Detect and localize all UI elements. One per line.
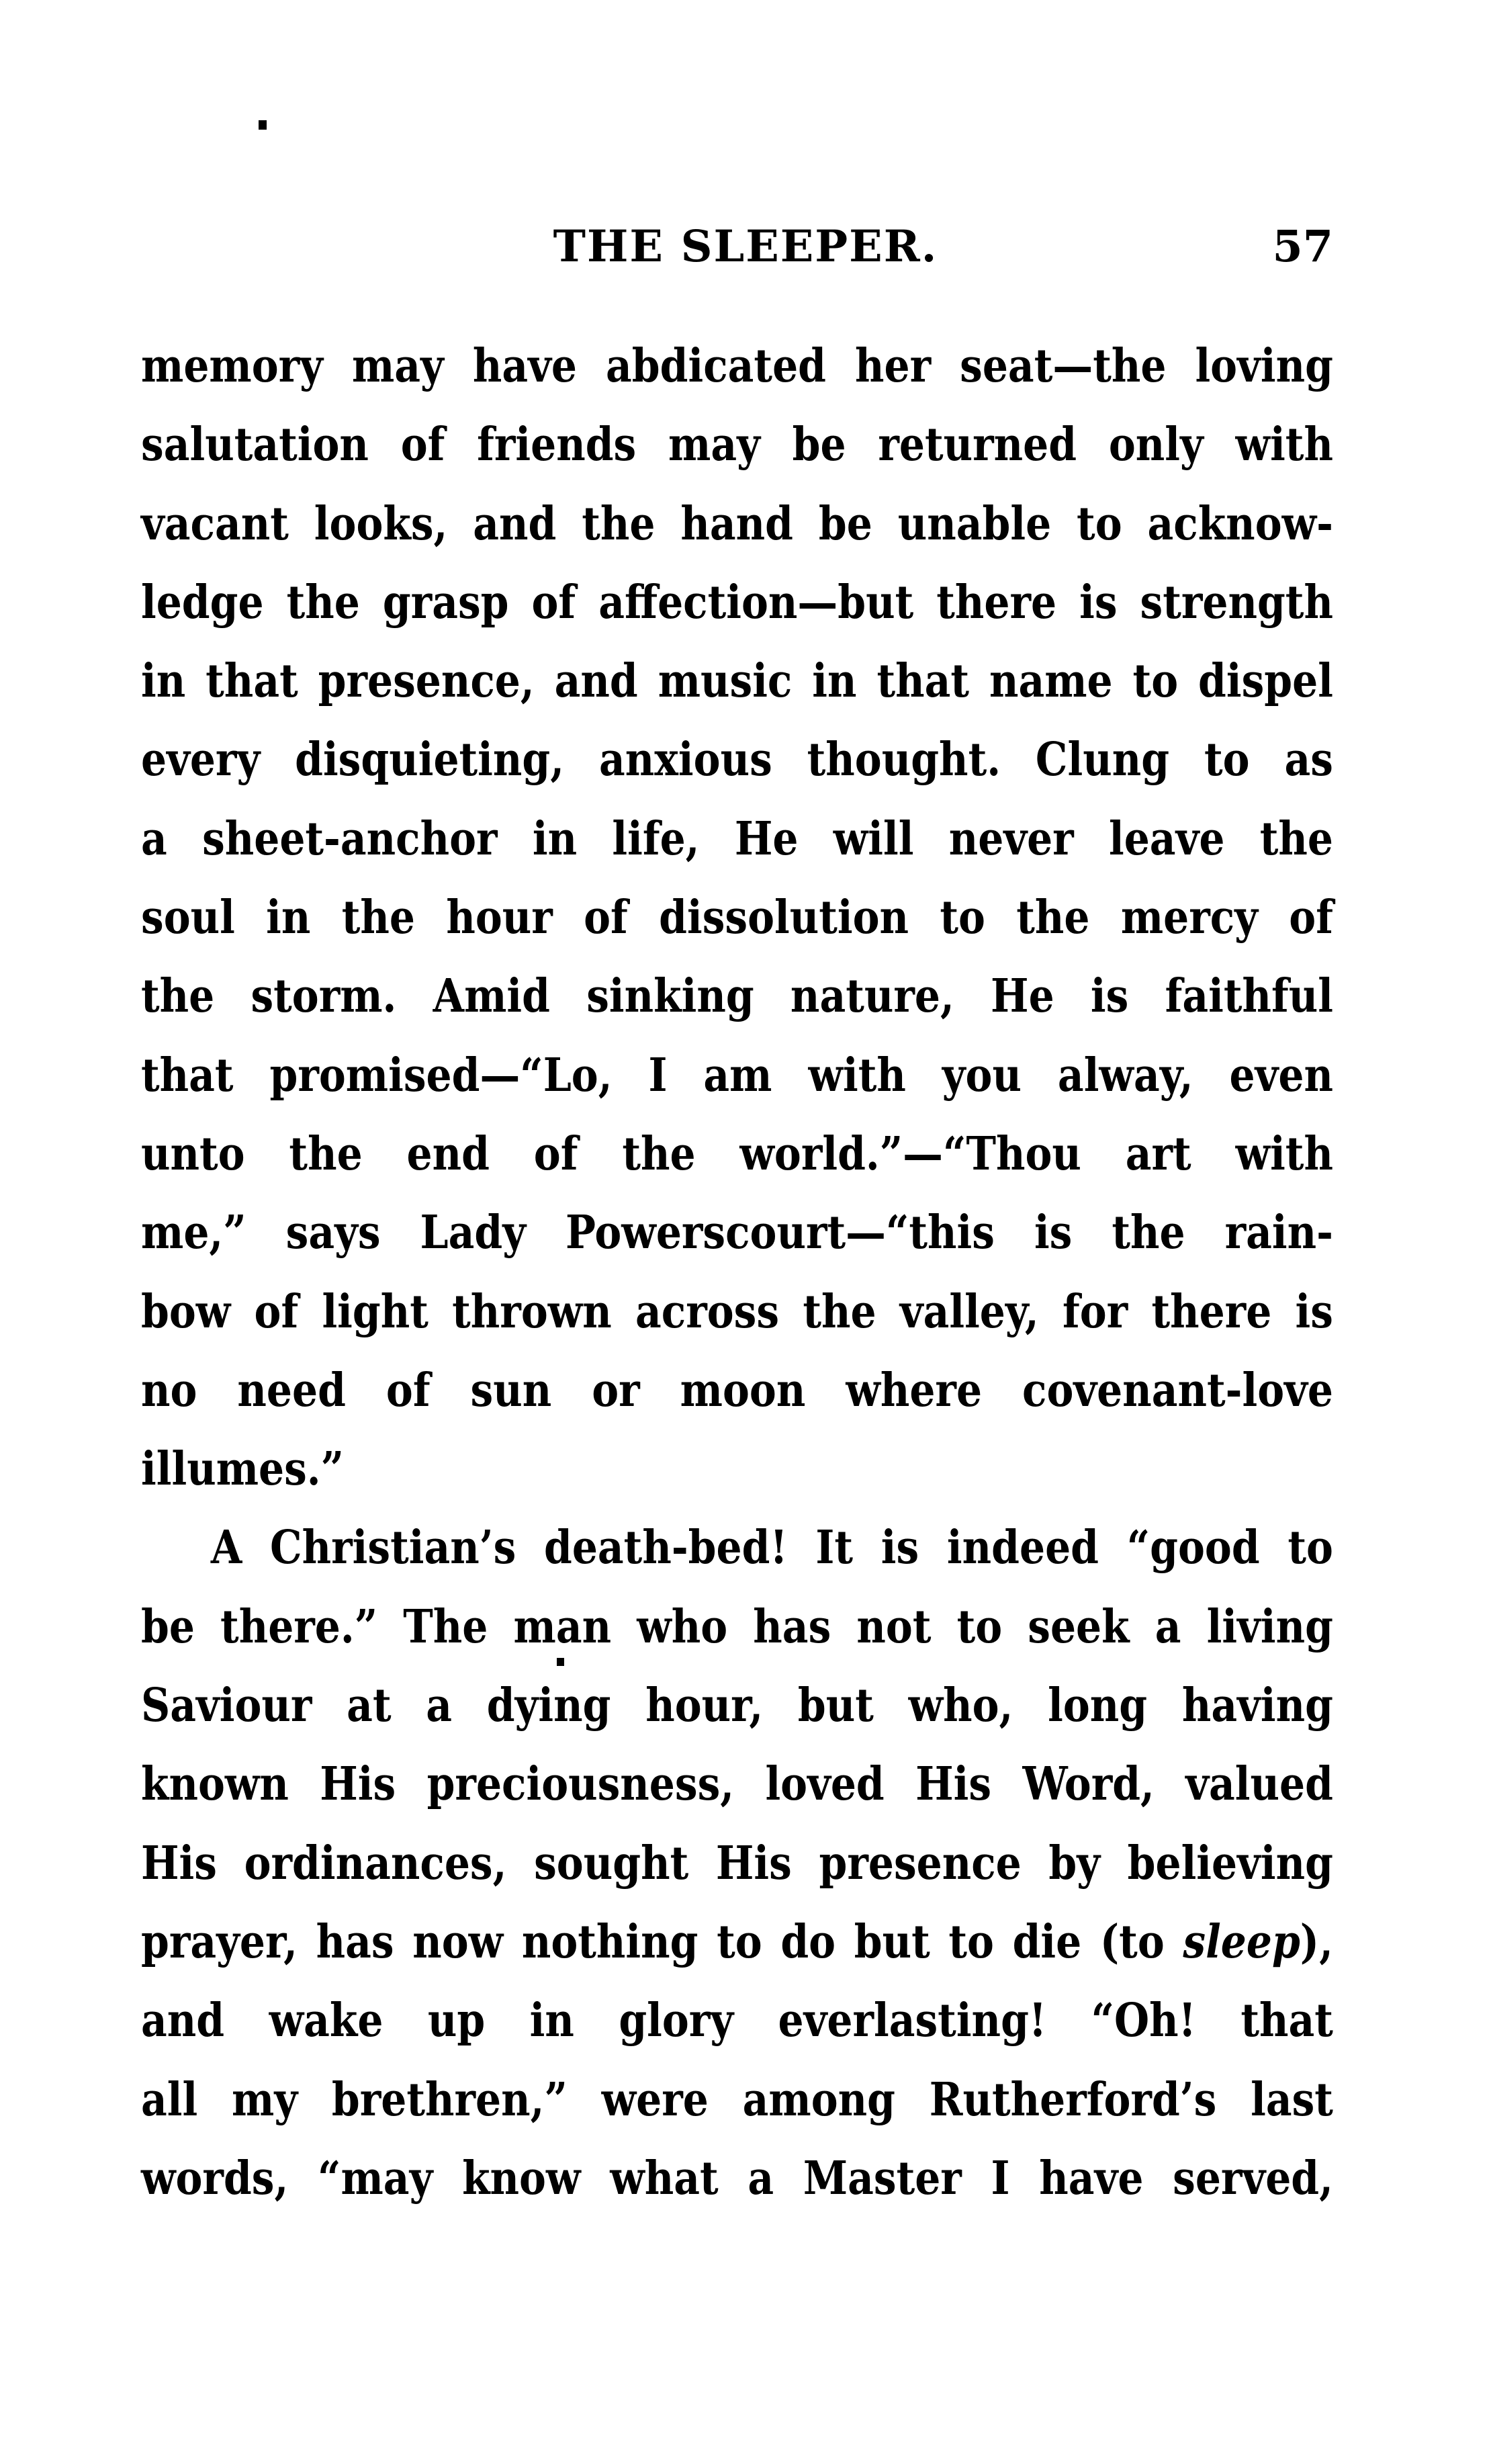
- text-line: [141, 800, 1333, 879]
- text-segment: salutation of friends may be returned only with: [141, 418, 1333, 472]
- text-segment: the storm. Amid sinking nature, He is faithful: [141, 969, 1333, 1024]
- text-line: [141, 642, 1333, 721]
- text-line: [141, 564, 1333, 642]
- text-line: [141, 327, 1333, 406]
- text-segment: vacant looks, and the hand be unable to acknow-: [141, 496, 1333, 551]
- text-segment: His ordinances, sought His presence by believing: [141, 1836, 1333, 1890]
- text-line: [141, 1903, 1333, 1982]
- ink-speck: [259, 120, 267, 130]
- text-segment: in that presence, and music in that name to dispel: [141, 654, 1333, 709]
- text-segment: no need of sun or moon where covenant-love: [141, 1363, 1333, 1417]
- text-segment: and wake up in glory everlasting! “Oh! that: [141, 1994, 1333, 2048]
- text-segment: me,” says Lady Powerscourt—“this is the rain-: [141, 1206, 1333, 1260]
- text-segment: every disquieting, anxious thought. Clung to as: [141, 733, 1333, 787]
- text-segment: ledge the grasp of affection—but there is strength: [141, 575, 1333, 629]
- text-segment: words, “may know what a Master I have served,: [141, 2151, 1333, 2205]
- text-segment: memory may have abdicated her seat—the loving: [141, 339, 1333, 393]
- text-line: [141, 1982, 1333, 2060]
- text-line: [141, 1430, 1333, 1509]
- text-line: [141, 1194, 1333, 1272]
- text-segment: illumes.”: [141, 1442, 345, 1497]
- text-line: [141, 1824, 1333, 1903]
- text-segment: unto the end of the world.”—“Thou art with: [141, 1127, 1333, 1181]
- body-text-block: [141, 327, 1333, 2218]
- page-number: 57: [1272, 221, 1333, 272]
- text-segment: a sheet-anchor in life, He will never leave the: [141, 811, 1333, 866]
- text-segment: prayer, has now nothing to do but to die (to: [141, 1915, 1183, 1969]
- text-line: [141, 721, 1333, 799]
- text-segment: all my brethren,” were among Rutherford’s last: [141, 2072, 1333, 2127]
- text-line: [141, 1745, 1333, 1824]
- text-line: [141, 2140, 1333, 2218]
- text-line: [141, 1273, 1333, 1352]
- text-line: [141, 1509, 1333, 1587]
- text-line: [141, 879, 1333, 957]
- text-line: [141, 1588, 1333, 1667]
- text-line: [141, 485, 1333, 564]
- text-segment: that promised—“Lo, I am with you alway, even: [141, 1048, 1333, 1102]
- text-segment: bow of light thrown across the valley, for there is: [141, 1284, 1333, 1339]
- text-segment: soul in the hour of dissolution to the mercy of: [141, 891, 1333, 945]
- text-line: [141, 1352, 1333, 1430]
- text-segment: known His preciousness, loved His Word, valued: [141, 1757, 1333, 1812]
- text-line: [141, 1037, 1333, 1115]
- text-segment: be there.” The man who has not to seek a living: [141, 1599, 1333, 1654]
- text-segment: ),: [1300, 1915, 1333, 1969]
- text-line: [141, 406, 1333, 484]
- text-line: [141, 1667, 1333, 1745]
- text-line: [141, 2061, 1333, 2140]
- text-segment: Saviour at a dying hour, but who, long having: [141, 1679, 1333, 1733]
- text-line: [141, 1115, 1333, 1194]
- italic-text-segment: sleep: [1183, 1915, 1300, 1969]
- text-segment: A Christian’s death-bed! It is indeed “good to: [210, 1521, 1333, 1575]
- running-header-title: THE SLEEPER.: [553, 221, 938, 272]
- ink-speck: [557, 1658, 564, 1666]
- text-line: [141, 957, 1333, 1036]
